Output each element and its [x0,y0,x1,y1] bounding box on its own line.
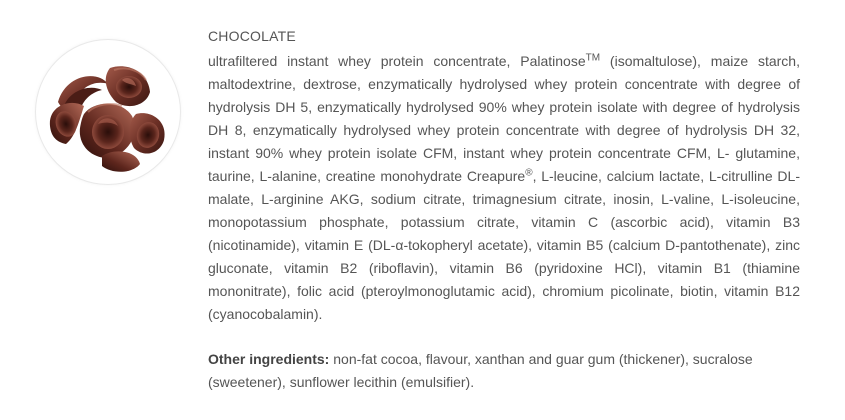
ingredients-text-part-3: , L-leucine, calcium lactate, L-citrulline DL-malate, L-arginine AKG, sodium citrate, trimagnesium citrate, inosin, L-valine, L-isoleucine, monopotassium phosphate, potassium citrate, vitamin C (ascorbic acid), vitamin B3 (nicotinamide), vitamin E (DL-α-tokopheryl acetate), vitamin B5 (calcium D-pantothenate), zinc gluconate, vitamin B2 (riboflavin), vitamin B6 (pyridoxine HCl), vitamin B1 (thiamine mononitrate), folic acid (pteroylmonoglutamic acid), chromium picolinate, biotin, vitamin B12 (cyanocobalamin). [208,168,800,322]
ingredients-text-part-1: ultrafiltered instant whey protein concentrate, Palatinose [208,53,586,69]
chocolate-curls-image [36,40,180,184]
trademark-symbol: TM [585,52,601,64]
flavour-title: CHOCOLATE [208,28,296,44]
other-ingredients-label: Other ingredients: [208,351,330,367]
registered-symbol: ® [525,167,533,179]
chocolate-curls-illustration [36,40,180,184]
other-ingredients [208,348,800,394]
other-ingredients-text: non-fat cocoa, flavour, xanthan and guar gum (thickener), sucralose (sweetener), sunflower lecithin (emulsifier). [208,351,753,390]
ingredients-list [208,50,800,326]
ingredients-content [208,26,800,394]
ingredients-text-part-2: (isomaltulose), maize starch, maltodextrine, dextrose, enzymatically hydrolysed whey protein concentrate with degree of hydrolysis DH 5, enzymatically hydrolysed 90% whey protein isolate with degree of hydrolysis DH 8, enzymatically hydrolysed whey protein concentrate with degree of hydrolysis DH 32, instant 90% whey protein isolate CFM, instant whey protein concentrate CFM, L- glutamine, taurine, L-alanine, creatine monohydrate Creapure [208,53,800,184]
